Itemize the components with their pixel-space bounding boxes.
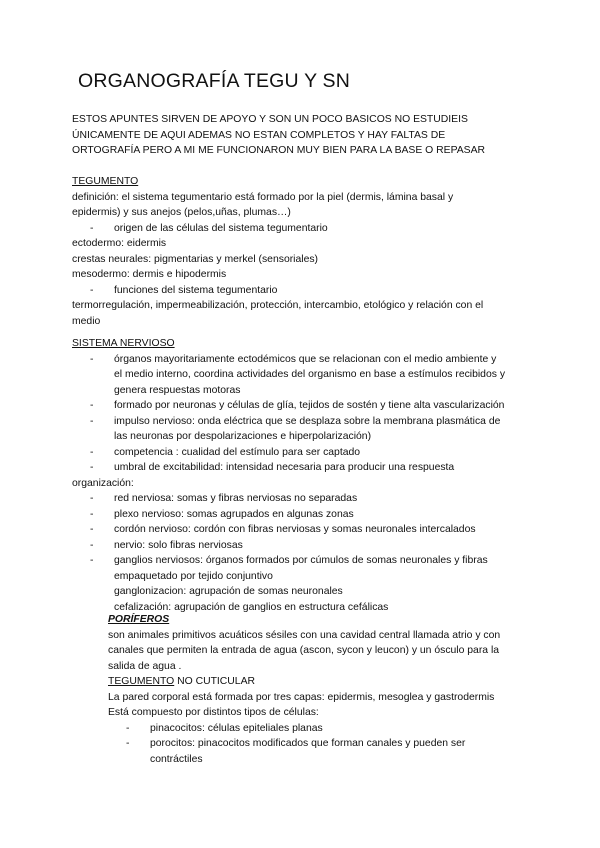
list-item <box>72 414 542 445</box>
list-item <box>72 522 542 538</box>
list-item-line: impulso nervioso: onda eléctrica que se desplaza sobre la membrana plasmática de <box>114 415 501 427</box>
list-item-text <box>114 553 488 615</box>
list-item-line: las neuronas por despolarizaciones e hiperpolarización) <box>114 431 372 442</box>
no-cuticular-label: NO CUTICULAR <box>174 676 256 687</box>
dash-bullet: - <box>90 462 94 473</box>
list-item-text: plexo nervioso: somas agrupados en algunas zonas <box>114 508 354 520</box>
dash-bullet: - <box>126 738 130 749</box>
list-item <box>72 352 542 399</box>
list-item <box>72 538 542 554</box>
intro-line: ORTOGRAFÍA PERO A MI ME FUNCIONARON MUY BIEN PARA LA BASE O REPASAR <box>72 145 486 156</box>
list-item-line: el medio interno, coordina actividades del organismo en base a estímulos recibidos y <box>114 369 506 380</box>
list-item-text <box>150 736 465 767</box>
list-item-text: formado por neuronas y células de glía, tejidos de sostén y tiene alta vascularización <box>114 400 505 411</box>
paragraph-line: salida de agua . <box>108 660 182 672</box>
tegumento-no-cuticular-heading <box>108 674 542 690</box>
list-item <box>72 491 542 507</box>
dash-bullet: - <box>90 284 94 296</box>
organizacion-label: organización: <box>72 477 134 489</box>
intro-line: ÚNICAMENTE DE AQUI ADEMAS NO ESTAN COMPLETOS Y HAY FALTAS DE <box>72 129 446 141</box>
poriferos-section <box>72 612 542 767</box>
paragraph-line: La pared corporal está formada por tres capas: epidermis, mesoglea y gastrodermis <box>108 691 495 703</box>
list-item-text: umbral de excitabilidad: intensidad necesaria para producir una respuesta <box>114 462 455 473</box>
list-item-line: genera respuestas motoras <box>114 384 241 396</box>
tegumento-heading: TEGUMENTO <box>72 176 139 187</box>
list-item-line: ganglios nerviosos: órganos formados por cúmulos de somas neuronales y fibras <box>114 555 488 566</box>
list-item <box>72 553 542 615</box>
funciones-line: medio <box>72 315 101 327</box>
list-item <box>72 721 542 737</box>
list-item <box>72 221 542 237</box>
dash-bullet: - <box>90 222 94 234</box>
list-item-line: empaquetado por tejido conjuntivo <box>114 570 273 582</box>
list-item <box>72 398 542 414</box>
paragraph-line: Está compuesto por distintos tipos de células: <box>108 707 319 718</box>
mesodermo-line: mesodermo: dermis e hipodermis <box>72 269 227 280</box>
list-item-text: competencia : cualidad del estímulo para ser captado <box>114 446 361 458</box>
dash-bullet: - <box>90 493 94 504</box>
ectodermo-line: ectodermo: eidermis <box>72 238 167 249</box>
tegumento-section <box>72 174 542 329</box>
list-item-text: origen de las células del sistema tegumentario <box>114 222 328 234</box>
list-item-text: nervio: solo fibras nerviosas <box>114 539 243 551</box>
definicion-line: definición: el sistema tegumentario está formado por la piel (dermis, lámina basal y <box>72 191 454 203</box>
sistema-nervioso-section <box>72 336 542 615</box>
page-title: ORGANOGRAFÍA TEGU Y SN <box>78 70 351 92</box>
crestas-line: crestas neurales: pigmentarias y merkel (sensoriales) <box>72 253 319 265</box>
dash-bullet: - <box>90 446 94 458</box>
ganglonizacion-line: ganglonizacion: agrupación de somas neuronales <box>114 586 343 597</box>
dash-bullet: - <box>90 524 94 535</box>
list-item-line: porocitos: pinacocitos modificados que forman canales y pueden ser <box>150 738 466 749</box>
dash-bullet: - <box>90 539 94 551</box>
dash-bullet: - <box>90 415 94 427</box>
list-item-text: funciones del sistema tegumentario <box>114 284 278 296</box>
dash-bullet: - <box>90 400 94 411</box>
list-item <box>72 507 542 523</box>
dash-bullet: - <box>90 353 94 365</box>
paragraph-line: canales que permiten la entrada de agua (ascon, sycon y leucon) y un ósculo para la <box>108 645 500 656</box>
dash-bullet: - <box>126 722 130 734</box>
list-item-text <box>114 352 505 399</box>
list-item <box>72 736 542 767</box>
paragraph-line: son animales primitivos acuáticos sésiles con una cavidad central llamada atrio y con <box>108 629 501 641</box>
list-item-text: red nerviosa: somas y fibras nerviosas no separadas <box>114 493 358 504</box>
dash-bullet: - <box>90 508 94 520</box>
list-item-text: cordón nervioso: cordón con fibras nerviosas y somas neuronales intercalados <box>114 524 476 535</box>
list-item <box>72 460 542 476</box>
cefalizacion-line: cefalización: agrupación de ganglios en estructura cefálicas <box>114 601 389 613</box>
sistema-nervioso-heading: SISTEMA NERVIOSO <box>72 338 175 349</box>
poriferos-text <box>72 628 542 721</box>
intro-line: ESTOS APUNTES SIRVEN DE APOYO Y SON UN POCO BASICOS NO ESTUDIEIS <box>72 114 468 125</box>
funciones-line: termorregulación, impermeabilización, protección, intercambio, etológico y relación con el <box>72 300 484 311</box>
list-item <box>72 445 542 461</box>
tegumento-underlined: TEGUMENTO <box>108 676 175 687</box>
list-item-line: órganos mayoritariamente ectodémicos que se relacionan con el medio ambiente y <box>114 353 497 365</box>
intro-note <box>72 112 542 159</box>
poriferos-heading: PORÍFEROS <box>108 614 170 625</box>
dash-bullet: - <box>90 555 94 566</box>
list-item <box>72 283 542 299</box>
list-item-text: pinacocitos: células epiteliales planas <box>150 722 323 734</box>
list-item-text <box>114 414 500 445</box>
definicion-line: epidermis) y sus anejos (pelos,uñas, plumas…) <box>72 207 291 218</box>
list-item-line: contráctiles <box>150 753 203 765</box>
